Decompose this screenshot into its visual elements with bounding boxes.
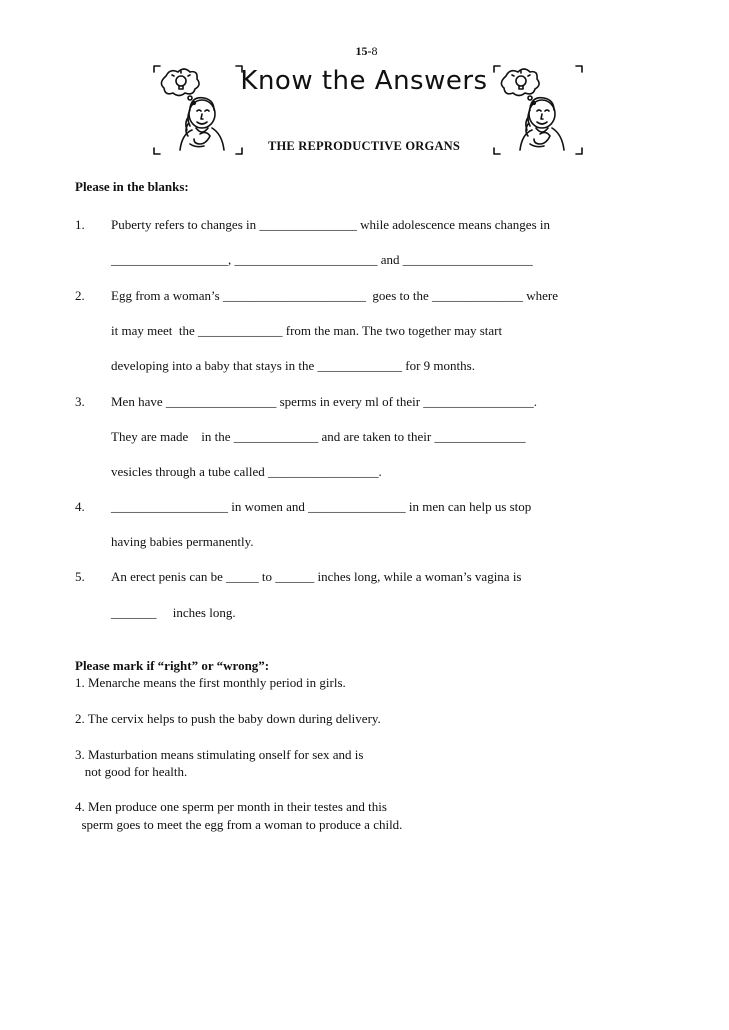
question-number: 3. (75, 394, 85, 409)
page-number (0, 44, 729, 59)
question-line: having babies permanently. (111, 534, 254, 549)
question-line: it may meet the _____________ from the man. The two together may start (111, 323, 503, 338)
question-line: __________________ in women and _______________ in men can help us stop (111, 499, 532, 514)
page-subtitle: THE REPRODUCTIVE ORGANS (267, 139, 461, 153)
question-number: 1. (75, 217, 85, 232)
question-line: Egg from a woman’s ______________________ goes to the ______________ where (111, 288, 559, 303)
question-line: vesicles through a tube called _________________. (111, 464, 382, 479)
page-title: Know the Answers (240, 66, 488, 96)
blanks-heading: Please in the blanks: (75, 179, 189, 194)
statement-line: 4. Men produce one sperm per month in their testes and this (75, 799, 387, 814)
thinking-person-icon (492, 64, 584, 156)
question-line: They are made in the _____________ and are taken to their ______________ (111, 429, 526, 444)
right-wrong-heading: Please mark if “right” or “wrong”: (75, 658, 270, 673)
question-line: An erect penis can be _____ to ______ inches long, while a woman’s vagina is (111, 569, 522, 584)
statement-line: 3. Masturbation means stimulating onself for sex and is (75, 747, 364, 762)
page-number-chapter: 15- (355, 44, 372, 58)
question-line: developing into a baby that stays in the _____________ for 9 months. (111, 358, 475, 373)
question-line: Men have _________________ sperms in every ml of their _________________. (111, 394, 538, 409)
question-line: Puberty refers to changes in _______________ while adolescence means changes in (111, 217, 550, 232)
page-number-sub: 8 (371, 44, 378, 58)
statement-line: 1. Menarche means the first monthly period in girls. (75, 675, 346, 690)
statement-line: sperm goes to meet the egg from a woman to produce a child. (75, 817, 403, 832)
question-line: _______ inches long. (111, 605, 236, 620)
question-number: 2. (75, 288, 85, 303)
statement-line: not good for health. (75, 764, 188, 779)
question-number: 4. (75, 499, 85, 514)
question-number: 5. (75, 569, 85, 584)
statement-line: 2. The cervix helps to push the baby down during delivery. (75, 711, 381, 726)
question-line: __________________, ______________________ and ____________________ (111, 252, 533, 267)
thinking-person-icon (152, 64, 244, 156)
